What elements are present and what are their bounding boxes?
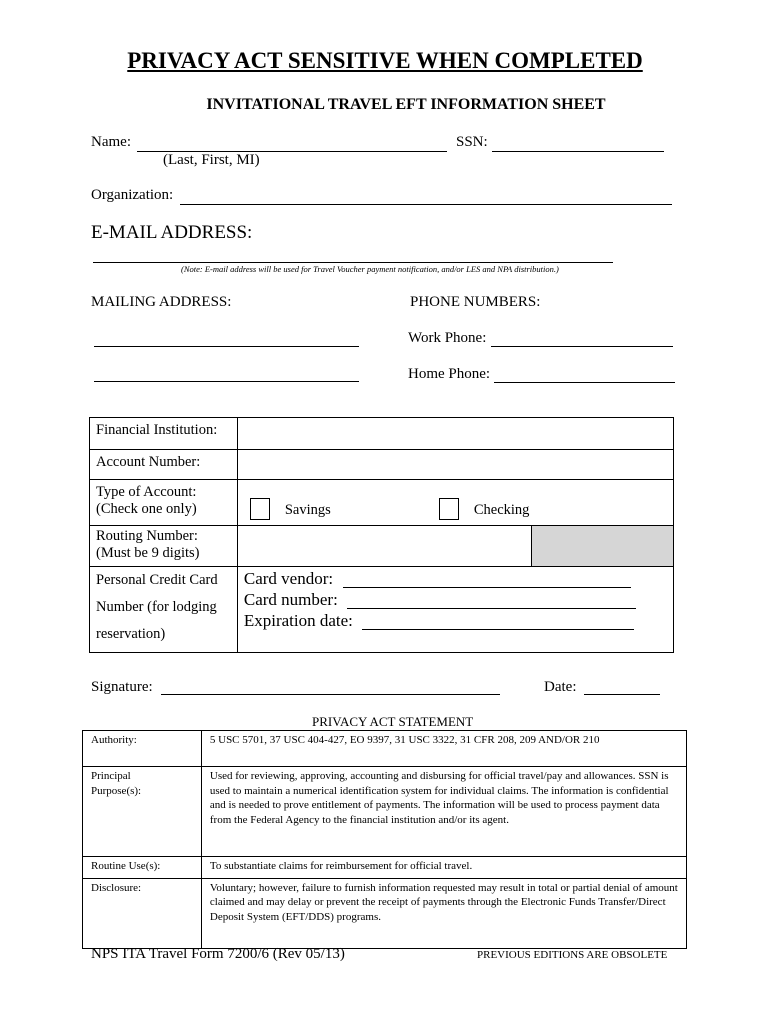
email-note: (Note: E-mail address will be used for Travel Voucher payment notification, and/or LES and NPA distribution.)	[181, 264, 559, 274]
expiration-date-field[interactable]	[362, 629, 634, 630]
checking-label: Checking	[473, 502, 530, 518]
account-type-options	[237, 480, 673, 526]
date-label: Date:	[544, 679, 577, 695]
disclosure-label: Disclosure:	[83, 878, 202, 948]
financial-institution-label: Financial Institution:	[90, 418, 238, 450]
signature-field[interactable]	[161, 694, 500, 695]
work-phone-label: Work Phone:	[408, 330, 487, 346]
account-type-line-2: (Check one only)	[96, 501, 197, 517]
bank-info-table	[89, 417, 674, 653]
account-number-label: Account Number:	[90, 450, 238, 480]
authority-text: 5 USC 5701, 37 USC 404-427, EO 9397, 31 USC 3322, 31 CFR 208, 209 AND/OR 210	[201, 731, 686, 767]
credit-card-line-2: Number (for lodging	[96, 599, 217, 615]
shaded-cell	[532, 526, 674, 567]
home-phone-label: Home Phone:	[408, 366, 491, 382]
email-label: E-MAIL ADDRESS:	[91, 222, 253, 243]
credit-card-line-3: reservation)	[96, 626, 166, 642]
mailing-address-label: MAILING ADDRESS:	[91, 294, 232, 310]
mailing-address-line-1[interactable]	[94, 346, 359, 347]
savings-label: Savings	[284, 502, 331, 518]
account-type-line-1: Type of Account:	[96, 484, 197, 500]
routing-number-field[interactable]	[237, 526, 531, 567]
expiration-date-label: Expiration date:	[243, 611, 353, 630]
name-label: Name:	[91, 134, 131, 150]
routing-number-line-1: Routing Number:	[96, 528, 198, 544]
card-number-field[interactable]	[347, 608, 636, 609]
home-phone-field[interactable]	[494, 382, 675, 383]
purpose-label-line-2: Purpose(s):	[91, 784, 142, 797]
privacy-heading: PRIVACY ACT STATEMENT	[312, 714, 474, 729]
authority-label: Authority:	[83, 731, 202, 767]
date-field[interactable]	[584, 694, 660, 695]
card-vendor-field[interactable]	[343, 587, 631, 588]
routing-number-line-2: (Must be 9 digits)	[96, 545, 200, 561]
financial-institution-field[interactable]	[237, 418, 673, 450]
purpose-label	[83, 767, 202, 857]
purpose-label-line-1: Principal	[91, 770, 131, 782]
routine-use-text: To substantiate claims for reimbursement for official travel.	[201, 857, 686, 879]
page-title: PRIVACY ACT SENSITIVE WHEN COMPLETED	[127, 48, 643, 73]
card-number-label: Card number:	[243, 590, 338, 609]
purpose-text: Used for reviewing, approving, accounting and disbursing for official travel/pay and allowances. SSN is used to maintain a numerical identification system for individual claims. The information is confidential and is needed to prove entitlement of payments. The information will be used to process payment data from the Federal Agency to the financial institution and/or its agent.	[201, 767, 686, 857]
ssn-label: SSN:	[456, 134, 488, 150]
form-subtitle: INVITATIONAL TRAVEL EFT INFORMATION SHEET	[206, 96, 606, 113]
card-vendor-label: Card vendor:	[243, 569, 334, 588]
mailing-address-line-2[interactable]	[94, 381, 359, 382]
routing-number-label	[90, 526, 238, 567]
signature-label: Signature:	[91, 679, 153, 695]
credit-card-label	[90, 567, 238, 653]
phone-numbers-label: PHONE NUMBERS:	[410, 294, 541, 310]
disclosure-text: Voluntary; however, failure to furnish information requested may result in total or partial denial of amount claimed and may delay or prevent the receipt of payments through the Electronic Funds Transfer/Direct Deposit System (EFT/DDS) programs.	[201, 878, 686, 948]
organization-label: Organization:	[91, 187, 174, 203]
work-phone-field[interactable]	[491, 346, 673, 347]
credit-card-details	[237, 567, 673, 653]
routine-use-label: Routine Use(s):	[83, 857, 202, 879]
email-field[interactable]	[93, 262, 613, 263]
savings-checkbox[interactable]	[250, 498, 270, 520]
form-number: NPS ITA Travel Form 7200/6 (Rev 05/13)	[91, 946, 345, 962]
ssn-field[interactable]	[492, 151, 664, 152]
organization-field[interactable]	[180, 204, 672, 205]
credit-card-line-1: Personal Credit Card	[96, 572, 218, 588]
privacy-act-table	[82, 730, 687, 949]
name-hint: (Last, First, MI)	[163, 152, 260, 168]
checking-checkbox[interactable]	[439, 498, 459, 520]
account-type-label	[90, 480, 238, 526]
obsolete-notice: PREVIOUS EDITIONS ARE OBSOLETE	[477, 949, 668, 961]
account-number-field[interactable]	[237, 450, 673, 480]
